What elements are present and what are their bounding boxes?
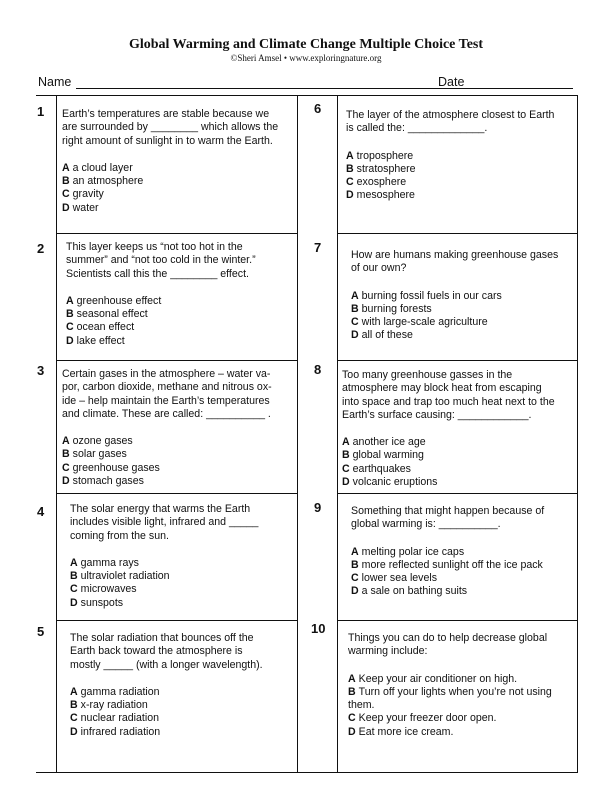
question-stem: This layer keeps us “not too hot in the summer” and “not too cold in the winter.” Scientists call this the ________ effect. (66, 241, 256, 280)
question-number: 1 (37, 104, 45, 119)
answer-option[interactable] (351, 559, 575, 572)
option-letter: D (342, 476, 350, 489)
option-text: greenhouse gases (72, 461, 160, 474)
answer-option[interactable] (62, 162, 296, 175)
divider (56, 233, 298, 234)
answer-option[interactable] (351, 329, 575, 342)
option-text: global warming (352, 449, 424, 462)
answer-option[interactable] (70, 583, 296, 596)
option-text: ultraviolet radiation (80, 570, 170, 583)
option-text: sunspots (80, 596, 124, 609)
question-4 (70, 503, 296, 610)
divider (337, 493, 578, 494)
option-text: all of these (361, 329, 413, 342)
option-letter: B (62, 448, 70, 461)
question-stem: Things you can do to help decrease global warming include: (348, 632, 548, 658)
option-letter: D (62, 201, 70, 214)
answer-option[interactable] (348, 673, 575, 686)
option-text: ocean effect (76, 321, 135, 334)
question-number: 10 (311, 621, 326, 636)
date-field[interactable] (468, 88, 573, 89)
option-text: Eat more ice cream. (358, 725, 454, 738)
answer-option[interactable] (351, 316, 575, 329)
name-label: Name (38, 75, 72, 89)
answer-option[interactable] (348, 726, 575, 739)
option-text: gamma radiation (80, 685, 160, 698)
question-stem: How are humans making greenhouse gases of our own? (351, 249, 559, 275)
option-letter: A (351, 289, 359, 302)
option-text: a cloud layer (72, 161, 133, 174)
divider (337, 360, 578, 361)
divider (337, 620, 578, 621)
question-number: 7 (314, 240, 322, 255)
option-text: volcanic eruptions (352, 476, 438, 489)
option-text: burning forests (361, 302, 432, 315)
answer-option[interactable] (70, 557, 296, 570)
option-letter: C (70, 583, 78, 596)
answer-option[interactable] (62, 202, 296, 215)
option-letter: A (351, 545, 359, 558)
question-stem: The solar radiation that bounces off the Earth back toward the atmosphere is mostly _____ (with a longer wavelength). (70, 632, 263, 671)
option-letter: A (66, 294, 74, 307)
question-5 (70, 632, 296, 739)
option-text: lower sea levels (361, 572, 438, 585)
option-letter: C (70, 712, 78, 725)
option-letter: B (66, 308, 74, 321)
answer-option[interactable] (62, 188, 296, 201)
option-text: lake effect (76, 334, 125, 347)
option-text: ozone gases (72, 435, 133, 448)
question-9 (351, 505, 575, 599)
question-grid (36, 95, 578, 773)
divider (56, 493, 298, 494)
answer-option[interactable] (348, 686, 575, 713)
option-letter: D (70, 725, 78, 738)
option-letter: D (346, 189, 354, 202)
answer-option[interactable] (62, 175, 296, 188)
page-title: Global Warming and Climate Change Multiple Choice Test (128, 37, 484, 52)
option-letter: D (62, 475, 70, 488)
answer-option[interactable] (70, 686, 296, 699)
option-text: stratosphere (356, 162, 416, 175)
option-letter: A (70, 685, 78, 698)
answer-option[interactable] (70, 699, 296, 712)
option-letter: A (348, 672, 356, 685)
question-number: 8 (314, 362, 322, 377)
option-letter: B (346, 162, 354, 175)
answer-option[interactable] (348, 712, 575, 725)
answer-option[interactable] (346, 150, 575, 163)
option-letter: C (66, 321, 74, 334)
answer-option[interactable] (62, 462, 296, 475)
question-10 (348, 632, 575, 739)
option-letter: C (348, 712, 356, 725)
option-letter: D (351, 585, 359, 598)
option-text: more reflected sunlight off the ice pack (361, 558, 543, 571)
answer-option[interactable] (66, 335, 296, 348)
question-stem: Earth’s temperatures are stable because we are surrounded by ________ which allows the right amount of sunlight in to warm the Earth. (62, 108, 279, 147)
answer-option[interactable] (351, 290, 575, 303)
option-text: with large-scale agriculture (361, 316, 488, 329)
answer-option[interactable] (342, 449, 575, 462)
option-letter: D (70, 596, 78, 609)
answer-option[interactable] (66, 308, 296, 321)
name-date-row (38, 75, 574, 91)
answer-option[interactable] (70, 712, 296, 725)
option-letter: D (66, 334, 74, 347)
option-letter: B (348, 685, 356, 698)
option-text: water (72, 201, 99, 214)
option-letter: B (351, 558, 359, 571)
question-stem: The layer of the atmosphere closest to Earth is called the: _____________. (346, 109, 555, 135)
answer-option[interactable] (70, 570, 296, 583)
option-letter: A (62, 435, 70, 448)
divider (56, 620, 298, 621)
answer-option[interactable] (346, 176, 575, 189)
answer-option[interactable] (66, 321, 296, 334)
answer-option[interactable] (351, 572, 575, 585)
option-text: solar gases (72, 448, 127, 461)
option-text: an atmosphere (72, 175, 144, 188)
question-number: 4 (37, 504, 45, 519)
option-text: microwaves (80, 583, 137, 596)
option-text: gamma rays (80, 556, 139, 569)
option-letter: B (342, 449, 350, 462)
option-letter: D (348, 725, 356, 738)
name-field[interactable] (76, 88, 471, 89)
question-stem: Certain gases in the atmosphere – water va- por, carbon dioxide, methane and nitrous ox- ide – help maintain the Earth’s temperatures and climate. These are called: __________ . (62, 368, 272, 420)
option-letter: A (346, 149, 354, 162)
answer-option[interactable] (342, 476, 575, 489)
option-letter: A (342, 436, 350, 449)
answer-option[interactable] (62, 448, 296, 461)
copyright-line: ©Sheri Amsel • www.exploringnature.org (230, 53, 382, 63)
question-number: 3 (37, 363, 45, 378)
option-letter: D (351, 329, 359, 342)
answer-option[interactable] (346, 189, 575, 202)
answer-option[interactable] (342, 463, 575, 476)
divider (337, 96, 338, 772)
option-letter: B (62, 175, 70, 188)
answer-option[interactable] (346, 163, 575, 176)
option-text: greenhouse effect (76, 294, 162, 307)
option-letter: C (62, 188, 70, 201)
question-stem: Too many greenhouse gasses in the atmosphere may block heat from escaping into space and trap too much heat next to the Earth’s surface causing: ____________. (342, 369, 555, 421)
option-text: seasonal effect (76, 308, 148, 321)
option-text: infrared radiation (80, 725, 161, 738)
option-text: x-ray radiation (80, 699, 148, 712)
option-text: Keep your air conditioner on high. (358, 672, 518, 685)
question-6 (346, 109, 575, 203)
answer-option[interactable] (351, 585, 575, 598)
answer-option[interactable] (62, 475, 296, 488)
option-text: a sale on bathing suits (361, 585, 468, 598)
option-text: stomach gases (72, 475, 144, 488)
answer-option[interactable] (70, 726, 296, 739)
option-letter: C (342, 462, 350, 475)
question-number: 2 (37, 241, 45, 256)
question-number: 6 (314, 101, 322, 116)
question-2 (66, 241, 296, 348)
divider (337, 233, 578, 234)
option-letter: B (70, 699, 78, 712)
option-text: melting polar ice caps (361, 545, 465, 558)
option-letter: A (70, 556, 78, 569)
option-text: exosphere (356, 176, 407, 189)
option-letter: A (62, 161, 70, 174)
divider (577, 96, 578, 772)
option-text: burning fossil fuels in our cars (361, 289, 502, 302)
question-stem: Something that might happen because of global warming is: __________. (351, 505, 545, 531)
question-number: 9 (314, 500, 322, 515)
option-letter: C (351, 316, 359, 329)
option-text: troposphere (356, 149, 414, 162)
question-8 (342, 369, 575, 489)
answer-option[interactable] (351, 303, 575, 316)
option-text: gravity (72, 188, 104, 201)
question-1 (62, 108, 296, 215)
option-text: earthquakes (352, 462, 411, 475)
answer-option[interactable] (351, 546, 575, 559)
option-text: another ice age (352, 436, 426, 449)
question-stem: The solar energy that warms the Earth includes visible light, infrared and _____ coming from the sun. (70, 503, 259, 542)
answer-option[interactable] (70, 597, 296, 610)
divider (56, 360, 298, 361)
answer-option[interactable] (62, 435, 296, 448)
option-letter: C (351, 572, 359, 585)
option-text: nuclear radiation (80, 712, 159, 725)
divider (297, 96, 298, 772)
option-letter: B (351, 302, 359, 315)
option-letter: B (70, 570, 78, 583)
divider (56, 96, 57, 772)
question-7 (351, 249, 575, 343)
question-number: 5 (37, 624, 45, 639)
option-text: mesosphere (356, 189, 415, 202)
answer-option[interactable] (342, 436, 575, 449)
question-3 (62, 368, 296, 488)
option-letter: C (346, 176, 354, 189)
date-label: Date (438, 75, 465, 89)
answer-option[interactable] (66, 295, 296, 308)
option-letter: C (62, 461, 70, 474)
option-text: Turn off your lights when you’re not using them. (348, 685, 552, 712)
option-text: Keep your freezer door open. (358, 712, 497, 725)
